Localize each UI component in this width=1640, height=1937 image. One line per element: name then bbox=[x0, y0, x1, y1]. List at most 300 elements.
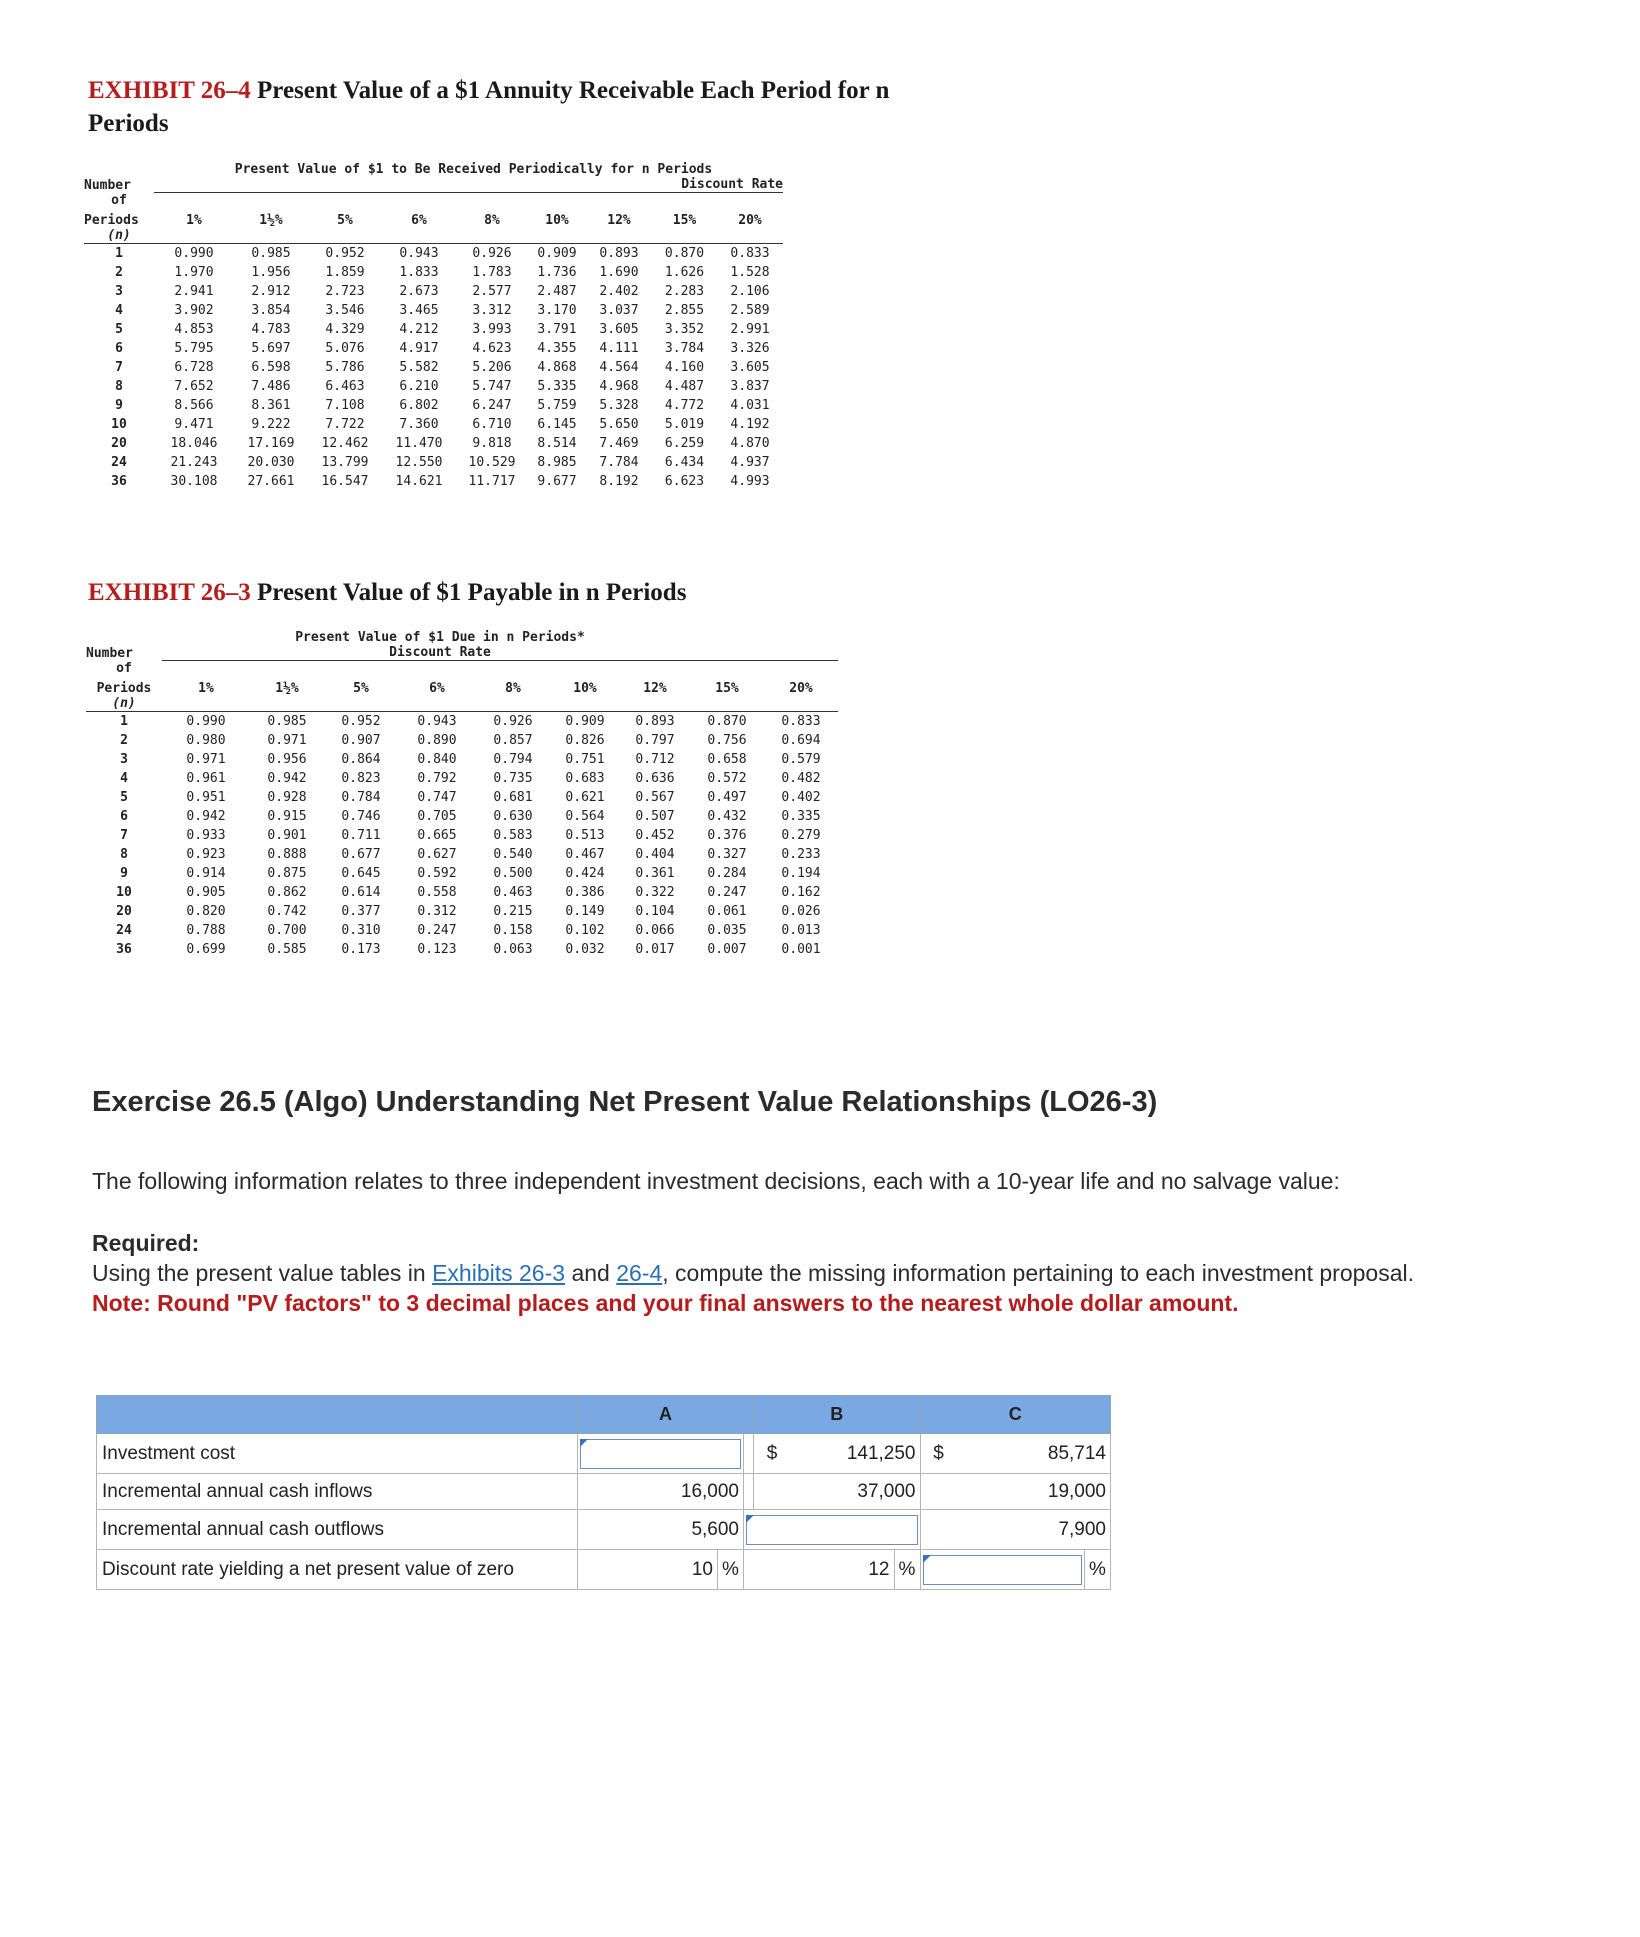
table-cell: 4.917 bbox=[399, 340, 439, 356]
table-cell: 0.402 bbox=[781, 789, 821, 805]
rate-header: 15% bbox=[672, 212, 697, 228]
table-row bbox=[86, 845, 838, 864]
required-text: Using the present value tables in Exhibits 26-3 and 26-4, compute the missing information pertaining to each investment proposal. bbox=[92, 1260, 1414, 1286]
table-cell: 0.699 bbox=[186, 941, 226, 957]
table-cell: 0.990 bbox=[186, 713, 226, 729]
table-cell: 0.026 bbox=[781, 903, 821, 919]
row-investment-cost bbox=[97, 1434, 1111, 1474]
period-label-of: of bbox=[116, 660, 132, 676]
period-label-number: Number bbox=[86, 645, 133, 661]
table-cell: 14.621 bbox=[395, 473, 443, 489]
outflows-b-cell bbox=[744, 1510, 921, 1550]
period-number: 2 bbox=[120, 732, 128, 748]
table-row bbox=[86, 788, 838, 807]
table-cell: 5.759 bbox=[537, 397, 577, 413]
row-discount-rate bbox=[97, 1550, 1111, 1590]
rate-header: 20% bbox=[789, 680, 813, 696]
table-cell: 0.513 bbox=[565, 827, 605, 843]
table-cell: 0.909 bbox=[565, 713, 605, 729]
table-cell: 0.149 bbox=[565, 903, 605, 919]
table-cell: 0.215 bbox=[493, 903, 533, 919]
currency-b: $ bbox=[754, 1434, 791, 1474]
investment-cost-b: 141,250 bbox=[790, 1434, 920, 1474]
table-cell: 18.046 bbox=[170, 435, 218, 451]
exercise-heading: Exercise 26.5 (Algo) Understanding Net Present Value Relationships (LO26-3) bbox=[92, 1086, 1158, 1118]
table-cell: 0.875 bbox=[267, 865, 307, 881]
table-cell: 0.926 bbox=[472, 245, 512, 261]
table-cell: 0.579 bbox=[781, 751, 821, 767]
table-cell: 6.259 bbox=[664, 435, 705, 451]
table-cell: 4.968 bbox=[599, 378, 639, 394]
table-cell: 6.463 bbox=[325, 378, 365, 394]
table-cell: 0.247 bbox=[417, 922, 457, 938]
table-cell: 0.013 bbox=[781, 922, 821, 938]
table-cell: 5.582 bbox=[399, 359, 439, 375]
table-cell: 17.169 bbox=[247, 435, 295, 451]
table-cell: 1.970 bbox=[174, 264, 214, 280]
investment-cost-c: 85,714 bbox=[957, 1434, 1111, 1474]
table-cell: 0.971 bbox=[186, 751, 226, 767]
table-cell: 0.901 bbox=[267, 827, 307, 843]
table-row bbox=[84, 472, 783, 491]
rounding-note: Note: Round "PV factors" to 3 decimal places and your final answers to the nearest whole dollar amount. bbox=[92, 1290, 1239, 1316]
rate-header: 1% bbox=[198, 680, 214, 696]
table-row bbox=[84, 263, 783, 282]
table-cell: 5.697 bbox=[251, 340, 291, 356]
table-cell: 0.711 bbox=[341, 827, 381, 843]
table-cell: 3.312 bbox=[472, 302, 512, 318]
table-cell: 0.284 bbox=[707, 865, 747, 881]
table-cell: 0.627 bbox=[417, 846, 457, 862]
table-cell: 12.462 bbox=[321, 435, 369, 451]
table-row bbox=[84, 396, 783, 415]
pv-table-header: Present Value of $1 Due in n Periods* bbox=[295, 630, 585, 645]
table-row bbox=[84, 377, 783, 396]
period-number: 10 bbox=[116, 884, 132, 900]
table-cell: 6.145 bbox=[537, 416, 577, 432]
table-cell: 4.031 bbox=[730, 397, 770, 413]
table-cell: 0.942 bbox=[186, 808, 226, 824]
percent-sign: % bbox=[894, 1550, 920, 1590]
table-cell: 1.528 bbox=[730, 264, 770, 280]
table-cell: 0.926 bbox=[493, 713, 533, 729]
table-cell: 3.902 bbox=[174, 302, 214, 318]
table-cell: 0.335 bbox=[781, 808, 821, 824]
period-number: 6 bbox=[115, 340, 123, 356]
rate-header: 5% bbox=[353, 680, 369, 696]
period-number: 2 bbox=[115, 264, 123, 280]
period-number: 9 bbox=[120, 865, 128, 881]
table-cell: 0.173 bbox=[341, 941, 381, 957]
table-row bbox=[84, 453, 783, 472]
row-outflows bbox=[97, 1510, 1111, 1550]
table-cell: 0.585 bbox=[267, 941, 307, 957]
table-row bbox=[84, 320, 783, 339]
answer-table bbox=[96, 1395, 1111, 1590]
period-label-of: of bbox=[111, 192, 127, 208]
table-cell: 5.328 bbox=[599, 397, 639, 413]
period-label-number: Number bbox=[84, 177, 131, 193]
table-cell: 0.558 bbox=[417, 884, 457, 900]
table-cell: 4.870 bbox=[730, 435, 770, 451]
table-cell: 0.424 bbox=[565, 865, 605, 881]
table-cell: 3.605 bbox=[730, 359, 770, 375]
outflows-b-input[interactable] bbox=[746, 1515, 918, 1545]
table-cell: 11.470 bbox=[395, 435, 443, 451]
table-cell: 0.915 bbox=[267, 808, 307, 824]
period-number: 9 bbox=[115, 397, 123, 413]
table-cell: 0.923 bbox=[186, 846, 226, 862]
table-cell: 4.783 bbox=[251, 321, 291, 337]
table-cell: 0.742 bbox=[267, 903, 307, 919]
table-cell: 7.360 bbox=[399, 416, 439, 432]
column-c-header: C bbox=[920, 1396, 1111, 1434]
column-a-header: A bbox=[578, 1396, 754, 1434]
table-row bbox=[86, 769, 838, 788]
table-cell: 30.108 bbox=[170, 473, 218, 489]
table-cell: 4.487 bbox=[664, 378, 705, 394]
period-number: 8 bbox=[120, 846, 128, 862]
table-cell: 0.361 bbox=[635, 865, 675, 881]
table-row bbox=[84, 282, 783, 301]
table-cell: 0.194 bbox=[781, 865, 821, 881]
table-cell: 3.837 bbox=[730, 378, 770, 394]
table-cell: 0.658 bbox=[707, 751, 747, 767]
table-cell: 4.160 bbox=[664, 359, 705, 375]
table-row bbox=[86, 807, 838, 826]
table-cell: 0.893 bbox=[635, 713, 675, 729]
table-cell: 0.564 bbox=[565, 808, 605, 824]
table-cell: 7.469 bbox=[599, 435, 639, 451]
table-cell: 0.681 bbox=[493, 789, 533, 805]
table-cell: 2.991 bbox=[730, 321, 770, 337]
table-cell: 0.980 bbox=[186, 732, 226, 748]
table-row bbox=[84, 301, 783, 320]
period-label-periods: Periods bbox=[96, 680, 152, 696]
rate-header: 10% bbox=[545, 212, 569, 228]
discount-rate-label: Discount Rate bbox=[162, 645, 838, 661]
table-cell: 3.546 bbox=[325, 302, 365, 318]
table-cell: 9.471 bbox=[174, 416, 214, 432]
column-b-header: B bbox=[754, 1396, 921, 1434]
table-row bbox=[84, 358, 783, 377]
table-cell: 6.710 bbox=[472, 416, 512, 432]
inflows-b: 37,000 bbox=[754, 1474, 921, 1510]
table-cell: 0.322 bbox=[635, 884, 675, 900]
table-cell: 7.486 bbox=[251, 378, 291, 394]
rate-header: 8% bbox=[484, 212, 500, 228]
table-cell: 0.700 bbox=[267, 922, 307, 938]
table-row bbox=[86, 940, 838, 959]
table-cell: 0.592 bbox=[417, 865, 457, 881]
table-cell: 5.076 bbox=[325, 340, 365, 356]
table-cell: 20.030 bbox=[247, 454, 295, 470]
table-cell: 4.868 bbox=[537, 359, 577, 375]
table-cell: 3.170 bbox=[537, 302, 577, 318]
investment-cost-a-input[interactable] bbox=[580, 1439, 741, 1469]
table-cell: 0.001 bbox=[781, 941, 821, 957]
table-cell: 2.589 bbox=[730, 302, 770, 318]
table-cell: 5.019 bbox=[664, 416, 705, 432]
table-row bbox=[84, 339, 783, 358]
rate-header: 15% bbox=[715, 680, 739, 696]
table-cell: 5.206 bbox=[472, 359, 512, 375]
table-cell: 21.243 bbox=[170, 454, 218, 470]
annuity-table bbox=[84, 162, 783, 491]
period-number: 7 bbox=[120, 827, 128, 843]
inflows-a: 16,000 bbox=[578, 1474, 744, 1510]
table-cell: 0.942 bbox=[267, 770, 307, 786]
table-cell: 0.636 bbox=[635, 770, 675, 786]
table-cell: 0.914 bbox=[186, 865, 226, 881]
table-cell: 2.487 bbox=[537, 283, 577, 299]
table-cell: 0.952 bbox=[341, 713, 381, 729]
table-cell: 0.452 bbox=[635, 827, 675, 843]
period-label-n: (n) bbox=[86, 696, 162, 712]
period-number: 4 bbox=[115, 302, 123, 318]
table-cell: 0.705 bbox=[417, 808, 457, 824]
exercise-required bbox=[92, 1228, 1462, 1318]
table-cell: 3.465 bbox=[399, 302, 439, 318]
table-cell: 0.463 bbox=[493, 884, 533, 900]
table-cell: 0.665 bbox=[417, 827, 457, 843]
table-cell: 2.723 bbox=[325, 283, 365, 299]
period-number: 20 bbox=[116, 903, 132, 919]
period-number: 1 bbox=[120, 713, 128, 729]
period-number: 10 bbox=[111, 416, 127, 432]
table-cell: 0.792 bbox=[417, 770, 457, 786]
table-cell: 4.937 bbox=[730, 454, 770, 470]
table-cell: 4.772 bbox=[664, 397, 705, 413]
discount-a: 10 bbox=[578, 1550, 718, 1590]
table-cell: 3.326 bbox=[730, 340, 770, 356]
table-cell: 3.605 bbox=[599, 321, 639, 337]
table-cell: 0.907 bbox=[341, 732, 381, 748]
inflows-c: 19,000 bbox=[920, 1474, 1111, 1510]
table-cell: 5.650 bbox=[599, 416, 639, 432]
table-cell: 3.791 bbox=[537, 321, 577, 337]
table-cell: 0.404 bbox=[635, 846, 675, 862]
table-cell: 1.736 bbox=[537, 264, 577, 280]
table-cell: 0.312 bbox=[417, 903, 457, 919]
table-cell: 3.784 bbox=[664, 340, 705, 356]
table-cell: 0.540 bbox=[493, 846, 533, 862]
table-row bbox=[86, 902, 838, 921]
table-cell: 6.434 bbox=[664, 454, 705, 470]
table-cell: 1.833 bbox=[399, 264, 439, 280]
table-cell: 0.432 bbox=[707, 808, 747, 824]
table-cell: 2.106 bbox=[730, 283, 770, 299]
table-cell: 2.855 bbox=[664, 302, 705, 318]
discount-b: 12 bbox=[744, 1550, 895, 1590]
period-label-n: (n) bbox=[84, 228, 154, 244]
outflows-c: 7,900 bbox=[920, 1510, 1111, 1550]
table-cell: 0.683 bbox=[565, 770, 605, 786]
table-cell: 0.952 bbox=[325, 245, 365, 261]
table-cell: 0.971 bbox=[267, 732, 307, 748]
table-cell: 9.222 bbox=[251, 416, 291, 432]
table-cell: 0.032 bbox=[565, 941, 605, 957]
table-cell: 5.786 bbox=[325, 359, 365, 375]
annuity-table-header: Present Value of $1 to Be Received Periodically for n Periods bbox=[234, 162, 713, 177]
table-row bbox=[84, 434, 783, 453]
table-cell: 0.310 bbox=[341, 922, 381, 938]
table-cell: 0.158 bbox=[493, 922, 533, 938]
rate-header: 10% bbox=[573, 680, 597, 696]
rate-header: 6% bbox=[411, 212, 427, 228]
discount-rate-label: Discount Rate bbox=[154, 177, 783, 193]
table-cell: 0.376 bbox=[707, 827, 747, 843]
table-row bbox=[86, 864, 838, 883]
table-cell: 4.993 bbox=[730, 473, 770, 489]
table-cell: 0.747 bbox=[417, 789, 457, 805]
table-cell: 12.550 bbox=[395, 454, 443, 470]
table-cell: 16.547 bbox=[321, 473, 369, 489]
table-cell: 0.017 bbox=[635, 941, 675, 957]
table-cell: 7.652 bbox=[174, 378, 214, 394]
table-cell: 0.928 bbox=[267, 789, 307, 805]
table-cell: 0.247 bbox=[707, 884, 747, 900]
table-cell: 0.797 bbox=[635, 732, 675, 748]
table-cell: 4.192 bbox=[730, 416, 770, 432]
table-cell: 10.529 bbox=[468, 454, 516, 470]
table-cell: 4.212 bbox=[399, 321, 439, 337]
table-cell: 9.677 bbox=[537, 473, 577, 489]
table-cell: 0.386 bbox=[565, 884, 605, 900]
table-cell: 0.909 bbox=[537, 245, 577, 261]
exhibit-26-4-link[interactable]: 26-4 bbox=[616, 1260, 663, 1286]
table-cell: 8.566 bbox=[174, 397, 214, 413]
table-cell: 8.361 bbox=[251, 397, 291, 413]
discount-c-input[interactable] bbox=[923, 1555, 1083, 1585]
table-cell: 1.626 bbox=[664, 264, 705, 280]
row-label: Incremental annual cash outflows bbox=[97, 1510, 578, 1550]
table-cell: 6.210 bbox=[399, 378, 439, 394]
percent-sign: % bbox=[718, 1550, 744, 1590]
table-cell: 6.598 bbox=[251, 359, 291, 375]
table-cell: 0.784 bbox=[341, 789, 381, 805]
period-number: 24 bbox=[111, 454, 127, 470]
table-cell: 0.677 bbox=[341, 846, 381, 862]
table-cell: 3.993 bbox=[472, 321, 512, 337]
table-cell: 8.514 bbox=[537, 435, 577, 451]
exhibit-26-3-title: EXHIBIT 26–3 Present Value of $1 Payable in n Periods bbox=[88, 579, 687, 606]
table-cell: 0.735 bbox=[493, 770, 533, 786]
rate-header: 1½% bbox=[259, 212, 283, 228]
period-number: 6 bbox=[120, 808, 128, 824]
table-cell: 0.066 bbox=[635, 922, 675, 938]
table-cell: 0.630 bbox=[493, 808, 533, 824]
table-cell: 0.933 bbox=[186, 827, 226, 843]
table-cell: 3.037 bbox=[599, 302, 639, 318]
table-row bbox=[84, 415, 783, 434]
table-cell: 4.329 bbox=[325, 321, 365, 337]
table-cell: 8.192 bbox=[599, 473, 639, 489]
row-label: Discount rate yielding a net present value of zero bbox=[97, 1550, 578, 1590]
table-cell: 0.956 bbox=[267, 751, 307, 767]
table-row bbox=[86, 883, 838, 902]
row-label: Incremental annual cash inflows bbox=[97, 1474, 578, 1510]
table-cell: 0.794 bbox=[493, 751, 533, 767]
table-cell: 1.690 bbox=[599, 264, 639, 280]
exhibit-26-4-title: EXHIBIT 26–4 Present Value of a $1 Annuity Receivable Each Period for n Periods bbox=[88, 77, 890, 137]
table-cell: 0.104 bbox=[635, 903, 675, 919]
table-cell: 0.746 bbox=[341, 808, 381, 824]
table-cell: 0.614 bbox=[341, 884, 381, 900]
table-cell: 0.890 bbox=[417, 732, 457, 748]
present-value-table bbox=[86, 630, 838, 959]
table-cell: 0.905 bbox=[186, 884, 226, 900]
outflows-a: 5,600 bbox=[578, 1510, 744, 1550]
table-cell: 3.352 bbox=[664, 321, 705, 337]
table-cell: 0.870 bbox=[707, 713, 747, 729]
exhibit-26-3-link[interactable]: Exhibits 26-3 bbox=[432, 1260, 566, 1286]
table-cell: 0.061 bbox=[707, 903, 747, 919]
table-cell: 0.943 bbox=[417, 713, 457, 729]
table-row bbox=[86, 750, 838, 769]
rate-header: 12% bbox=[607, 212, 631, 228]
table-cell: 0.888 bbox=[267, 846, 307, 862]
row-inflows bbox=[97, 1474, 1111, 1510]
table-cell: 0.857 bbox=[493, 732, 533, 748]
table-cell: 2.912 bbox=[251, 283, 291, 299]
period-number: 36 bbox=[116, 941, 132, 957]
table-cell: 0.233 bbox=[781, 846, 821, 862]
table-cell: 0.823 bbox=[341, 770, 381, 786]
table-cell: 2.941 bbox=[174, 283, 214, 299]
table-cell: 0.500 bbox=[493, 865, 533, 881]
table-cell: 6.247 bbox=[472, 397, 512, 413]
table-cell: 7.722 bbox=[325, 416, 365, 432]
investment-cost-a-cell bbox=[578, 1434, 744, 1474]
rate-header: 5% bbox=[337, 212, 353, 228]
table-cell: 4.355 bbox=[537, 340, 577, 356]
table-cell: 7.108 bbox=[325, 397, 365, 413]
row-label: Investment cost bbox=[97, 1434, 578, 1474]
table-cell: 3.854 bbox=[251, 302, 291, 318]
rate-header: 1½% bbox=[275, 680, 299, 696]
table-cell: 4.564 bbox=[599, 359, 639, 375]
table-cell: 5.747 bbox=[472, 378, 512, 394]
table-cell: 0.961 bbox=[186, 770, 226, 786]
table-cell: 0.327 bbox=[707, 846, 747, 862]
table-cell: 9.818 bbox=[472, 435, 512, 451]
table-row bbox=[86, 826, 838, 845]
table-cell: 2.673 bbox=[399, 283, 439, 299]
table-cell: 0.788 bbox=[186, 922, 226, 938]
rate-header: 1% bbox=[186, 212, 202, 228]
exercise-intro: The following information relates to three independent investment decisions, each with a 10-year life and no salvage value: bbox=[92, 1168, 1340, 1194]
required-label: Required: bbox=[92, 1230, 200, 1256]
table-cell: 0.985 bbox=[251, 245, 291, 261]
table-cell: 0.621 bbox=[565, 789, 605, 805]
table-row bbox=[86, 731, 838, 750]
table-cell: 6.728 bbox=[174, 359, 214, 375]
table-cell: 0.467 bbox=[565, 846, 605, 862]
percent-sign: % bbox=[1085, 1550, 1111, 1590]
table-cell: 0.063 bbox=[493, 941, 533, 957]
period-number: 7 bbox=[115, 359, 123, 375]
table-cell: 0.572 bbox=[707, 770, 747, 786]
table-cell: 2.283 bbox=[664, 283, 705, 299]
table-cell: 0.864 bbox=[341, 751, 381, 767]
table-cell: 0.943 bbox=[399, 245, 439, 261]
table-row bbox=[84, 243, 783, 263]
table-cell: 0.840 bbox=[417, 751, 457, 767]
header-blank bbox=[97, 1396, 578, 1434]
table-cell: 4.623 bbox=[472, 340, 512, 356]
period-number: 36 bbox=[111, 473, 127, 489]
